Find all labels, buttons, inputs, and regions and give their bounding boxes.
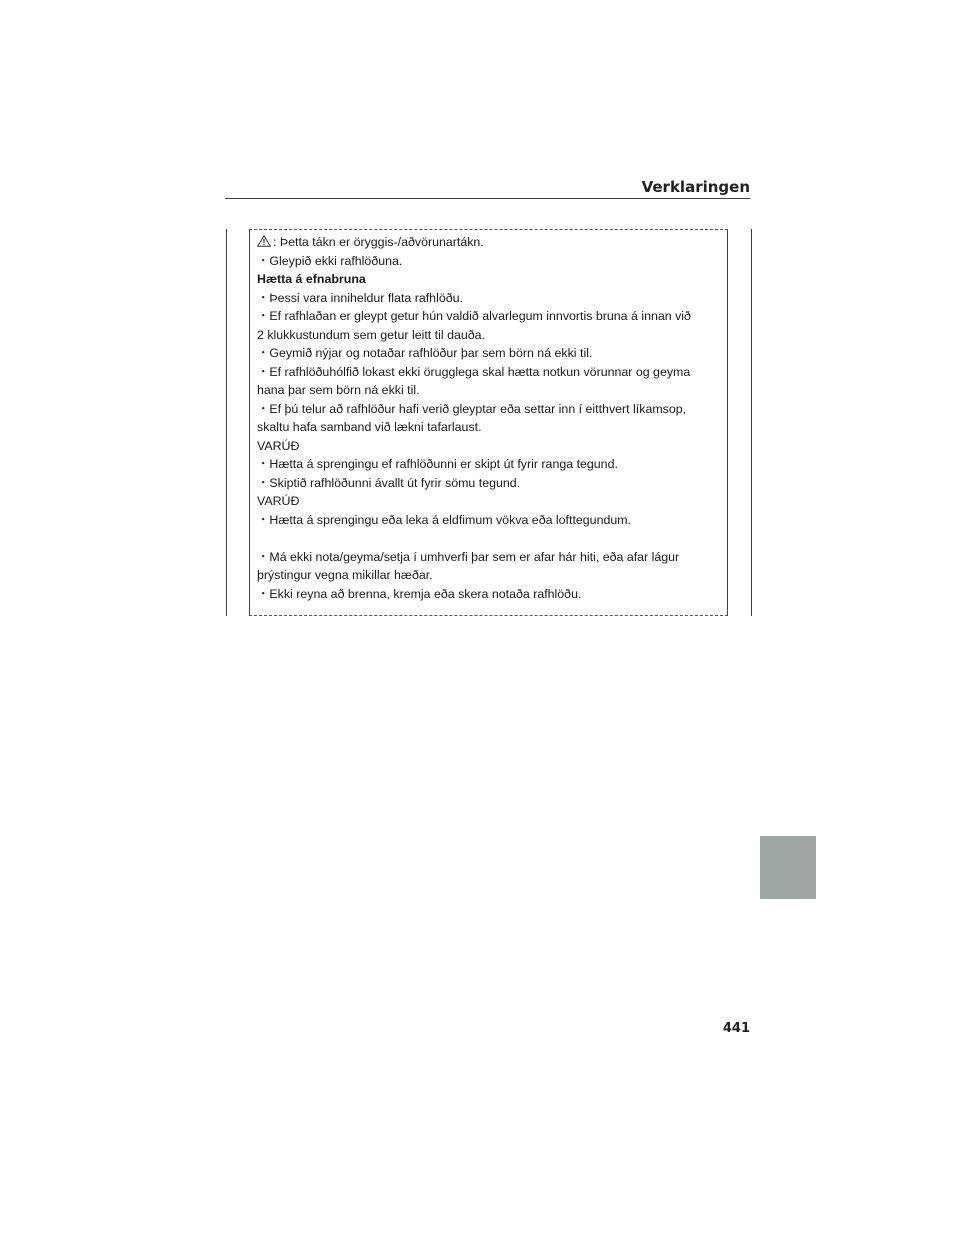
warning-line-6: ・Geymið nýjar og notaðar rafhlöður þar sem börn ná ekki til. (257, 346, 593, 360)
warning-line-3: ・Þessi vara inniheldur flata rafhlöðu. (257, 290, 463, 305)
box-inner-right-border (727, 229, 728, 616)
box-bottom-border (249, 615, 728, 616)
warning-line-13: ・Skiptið rafhlöðunni ávallt út fyrir sömu tegund. (257, 475, 521, 490)
warning-text (257, 233, 723, 603)
warning-line-14: VARÚÐ (257, 494, 300, 508)
warning-line-10: skaltu hafa samband við lækni tafarlaust. (257, 420, 482, 434)
warning-symbol-caption: : Þetta tákn er öryggis-/aðvörunartákn. (273, 235, 484, 249)
warning-line-18: þrýstingur vegna mikillar hæðar. (257, 568, 433, 582)
warning-line-4: ・Ef rafhlaðan er gleypt getur hún valdið alvarlegum innvortis bruna á innan við (257, 309, 691, 323)
warning-line-12: ・Hætta á sprengingu ef rafhlöðunni er skipt út fyrir ranga tegund. (257, 457, 618, 471)
header-divider (225, 198, 750, 199)
warning-line-1: ・Gleypið ekki rafhlöðuna. (257, 253, 403, 268)
page-number: 441 (722, 1021, 750, 1036)
warning-line-8: hana þar sem börn ná ekki til. (257, 383, 420, 397)
warning-line-9: ・Ef þú telur að rafhlöður hafi verið gleyptar eða settar inn í eitthvert líkamsop, (257, 401, 687, 416)
warning-line-5: 2 klukkustundum sem getur leitt til dauða. (257, 327, 485, 342)
section-tab-marker (760, 836, 816, 899)
warning-line-16 (257, 529, 723, 548)
warning-line-19: ・Ekki reyna að brenna, kremja eða skera notaða rafhlöðu. (257, 586, 582, 601)
page-header-title: Verklaringen (641, 178, 750, 196)
warning-line-2: Hætta á efnabruna (257, 272, 366, 286)
warning-line-15: ・Hætta á sprengingu eða leka á eldfimum vökva eða lofttegundum. (257, 512, 632, 527)
warning-box (226, 229, 752, 616)
warning-line-0 (257, 233, 723, 252)
warning-line-17: ・Má ekki nota/geyma/setja í umhverfi þar sem er afar hár hiti, eða afar lágur (257, 549, 680, 564)
warning-line-7: ・Ef rafhlöðuhólfið lokast ekki örugglega skal hætta notkun vörunnar og geyma (257, 364, 691, 379)
warning-triangle-icon (257, 235, 271, 247)
box-top-border (249, 229, 728, 230)
warning-line-11: VARÚÐ (257, 438, 300, 453)
box-inner-left-border (249, 229, 250, 616)
